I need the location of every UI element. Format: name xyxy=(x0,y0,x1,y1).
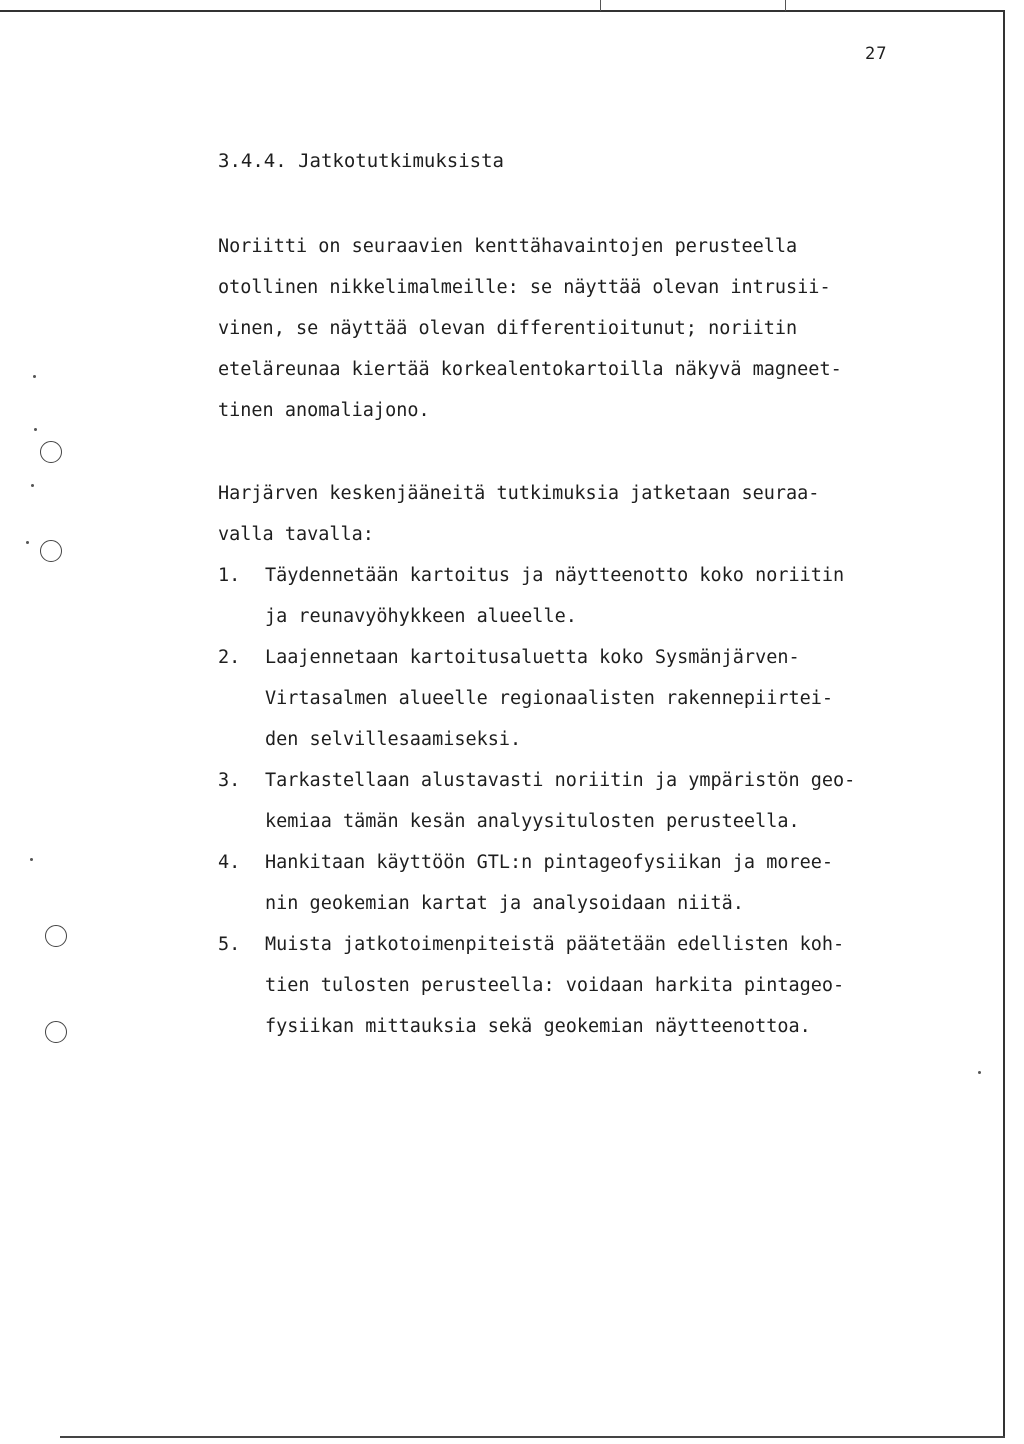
paragraph-harjarvi xyxy=(218,473,819,555)
paragraph-line: valla tavalla: xyxy=(218,524,374,545)
list-item-text xyxy=(265,760,855,842)
page-number: 27 xyxy=(865,44,888,64)
scan-speck xyxy=(31,484,34,487)
list-line: Täydennetään kartoitus ja näytteenotto koko noriitin xyxy=(265,565,845,586)
scan-speck xyxy=(26,541,29,544)
scan-border-top xyxy=(0,10,1004,12)
scan-tick-mark xyxy=(785,0,786,11)
list-item-text xyxy=(265,555,844,637)
list-line: den selvillesaamiseksi. xyxy=(265,729,522,750)
paragraph-line: otollinen nikkelimalmeille: se näyttää olevan intrusii- xyxy=(218,277,831,298)
list-line: Hankitaan käyttöön GTL:n pintageofysiikan ja moree- xyxy=(265,852,834,873)
paragraph-line: Noriitti on seuraavien kenttähavaintojen perusteella xyxy=(218,236,798,257)
scan-border-bottom xyxy=(60,1436,1005,1438)
list-number: 2. xyxy=(218,647,241,668)
list-line: nin geokemian kartat ja analysoidaan niitä. xyxy=(265,893,744,914)
scan-speck xyxy=(30,858,33,861)
list-item xyxy=(218,637,855,760)
punch-hole-icon xyxy=(45,1021,67,1043)
paragraph-line: Harjärven keskenjääneitä tutkimuksia jatketaan seuraa- xyxy=(218,483,820,504)
paragraph-noriitti xyxy=(218,226,842,431)
list-item xyxy=(218,555,855,637)
list-item-text xyxy=(265,842,833,924)
list-line: tien tulosten perusteella: voidaan harkita pintageo- xyxy=(265,975,845,996)
scan-speck xyxy=(33,375,36,378)
scan-border-right xyxy=(1003,10,1005,1436)
list-line: ja reunavyöhykkeen alueelle. xyxy=(265,606,577,627)
paragraph-line: tinen anomaliajono. xyxy=(218,400,430,421)
section-heading: 3.4.4. Jatkotutkimuksista xyxy=(218,150,504,172)
paragraph-line: eteläreunaa kiertää korkealentokartoilla näkyvä magneet- xyxy=(218,359,842,380)
list-item xyxy=(218,760,855,842)
list-line: Virtasalmen alueelle regionaalisten rakennepiirtei- xyxy=(265,688,834,709)
list-number: 5. xyxy=(218,934,241,955)
list-line: Muista jatkotoimenpiteistä päätetään edellisten koh- xyxy=(265,934,845,955)
list-line: Tarkastellaan alustavasti noriitin ja ympäristön geo- xyxy=(265,770,856,791)
list-number: 4. xyxy=(218,852,241,873)
punch-hole-icon xyxy=(40,441,62,463)
punch-hole-icon xyxy=(40,540,62,562)
list-item xyxy=(218,924,855,1047)
list-item-text xyxy=(265,924,844,1047)
list-line: Laajennetaan kartoitusaluetta koko Sysmänjärven- xyxy=(265,647,800,668)
list-line: kemiaa tämän kesän analyysitulosten perusteella. xyxy=(265,811,800,832)
scan-speck xyxy=(978,1071,981,1074)
list-number: 1. xyxy=(218,565,241,586)
scan-tick-mark xyxy=(600,0,601,11)
punch-hole-icon xyxy=(45,925,67,947)
paragraph-line: vinen, se näyttää olevan differentioitunut; noriitin xyxy=(218,318,798,339)
list-item-text xyxy=(265,637,833,760)
list-item xyxy=(218,842,855,924)
list-number: 3. xyxy=(218,770,241,791)
list-line: fysiikan mittauksia sekä geokemian näytteenottoa. xyxy=(265,1016,811,1037)
scan-speck xyxy=(34,428,37,431)
numbered-list xyxy=(218,555,855,1047)
